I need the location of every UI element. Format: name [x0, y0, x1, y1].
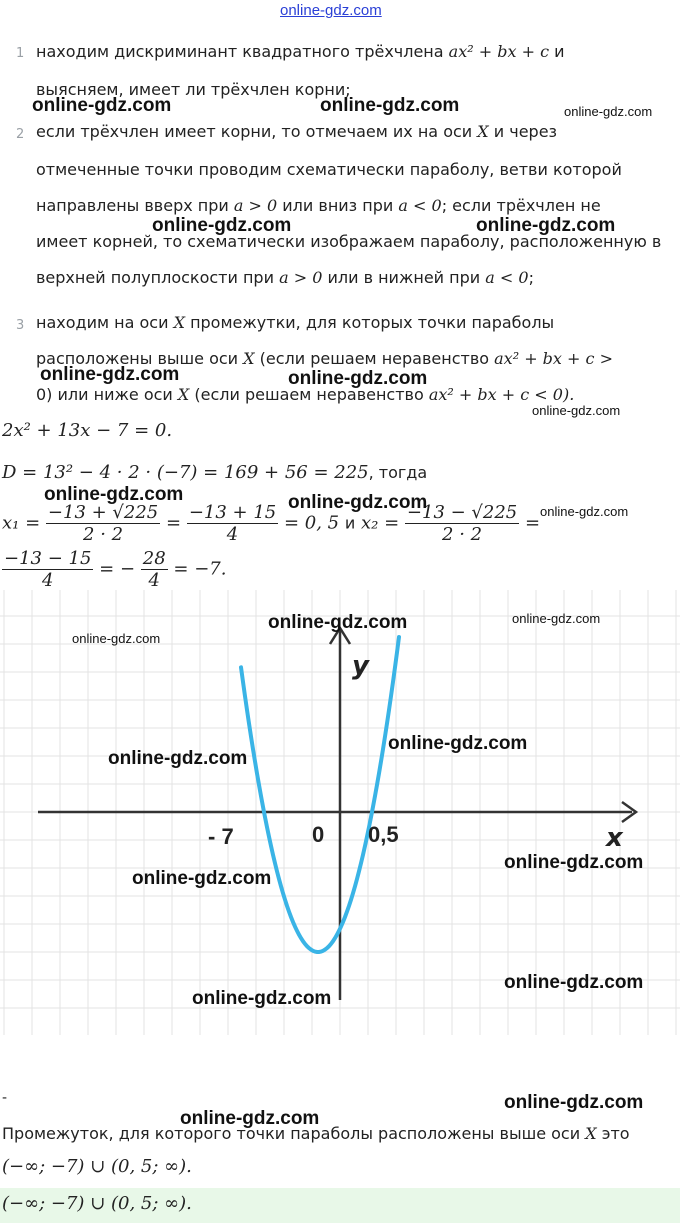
x2-fraction-2	[2, 548, 93, 591]
step-1-math: ax² + bx + c	[448, 42, 550, 61]
step-2-up-text: направлены вверх при	[36, 196, 229, 215]
watermark: online-gdz.com	[476, 215, 616, 236]
watermark: online-gdz.com	[108, 748, 248, 769]
step-2-line-3	[36, 196, 601, 215]
watermark: online-gdz.com	[32, 95, 172, 116]
roots-line-2: $\frac{-13 - 15}{4}$ = − $\frac{28}{4}$ = −7.	[4, 548, 227, 591]
watermark: online-gdz.com	[44, 484, 184, 505]
equation: 2x² + 13x − 7 = 0.	[2, 420, 173, 441]
axis-x-var-2: X	[173, 313, 185, 332]
step-3-number: 3	[16, 318, 25, 333]
cond-a-positive-2: a > 0	[279, 268, 323, 287]
watermark: online-gdz.com	[40, 364, 180, 385]
root-left-label: - 7	[208, 824, 234, 849]
interval: (−∞; −7) ∪ (0, 5; ∞).	[2, 1156, 192, 1177]
step-2-number: 2	[16, 127, 25, 142]
parabola-graph	[0, 590, 680, 1035]
axis-x-var-3: X	[243, 349, 255, 368]
and-word: и	[344, 513, 356, 533]
x2-den: 2 · 2	[442, 524, 483, 545]
x2-value: = −7.	[173, 558, 227, 580]
origin-label: 0	[312, 822, 325, 847]
step-2-lower-text: или в нижней при	[327, 268, 481, 287]
parabola-curve	[241, 637, 399, 952]
x-axis-label: x	[606, 823, 623, 853]
step-2-line-1	[36, 122, 557, 141]
cond-a-positive: a > 0	[233, 196, 278, 215]
watermark: online-gdz.com	[504, 852, 644, 873]
discriminant-line	[2, 462, 427, 483]
site-link[interactable]: online-gdz.com	[280, 2, 382, 19]
step-2-no-roots-text: ; если трёхчлен не	[441, 196, 601, 215]
watermark: online-gdz.com	[540, 504, 629, 519]
x1-den-2: 4	[226, 524, 239, 545]
watermark: online-gdz.com	[512, 611, 601, 626]
watermark: online-gdz.com	[564, 104, 653, 119]
x1-label: x₁ =	[2, 512, 41, 534]
step-3-ineq-gt: ax² + bx + c >	[494, 349, 613, 368]
conclusion-text: Промежуток, для которого точки параболы расположены выше оси	[2, 1124, 581, 1143]
y-axis-label: y	[352, 651, 369, 681]
step-2-line-2: отмеченные точки проводим схематически параболу, ветви которой	[36, 160, 622, 179]
axis-x-var-5: X	[585, 1124, 597, 1143]
watermark: online-gdz.com	[132, 868, 272, 889]
x2-num-2: −13 − 15	[4, 548, 92, 569]
conclusion-dash: -	[2, 1090, 8, 1106]
x2-den-2: 4	[41, 570, 54, 591]
step-3-above-text: расположены выше оси	[36, 349, 239, 368]
x1-num-2: −13 + 15	[188, 502, 277, 523]
step-1-number: 1	[16, 46, 25, 61]
watermark: online-gdz.com	[152, 215, 292, 236]
step-2-line-4: имеет корней, то схематически изображаем параболу, расположенную в	[36, 232, 662, 251]
step-3-ineq-lt: ax² + bx + c < 0).	[428, 385, 575, 404]
step-1-line-2: выясняем, имеет ли трёхчлен корни;	[36, 80, 351, 99]
step-3-line-1	[36, 313, 554, 332]
watermark: online-gdz.com	[288, 368, 428, 389]
watermark: online-gdz.com	[504, 972, 644, 993]
step-3-text-tail: промежутки, для которых точки параболы	[190, 313, 555, 332]
x1-value: = 0, 5	[283, 512, 340, 534]
step-3-text: находим на оси	[36, 313, 169, 332]
step-2-text: если трёхчлен имеет корни, то отмечаем их на оси	[36, 122, 473, 141]
watermark: online-gdz.com	[320, 95, 460, 116]
step-1-tail: и	[554, 42, 565, 61]
step-1-line-1	[36, 42, 565, 61]
x2-den-3: 4	[148, 570, 160, 591]
answer: (−∞; −7) ∪ (0, 5; ∞).	[2, 1193, 192, 1214]
watermark: online-gdz.com	[288, 492, 428, 513]
cond-a-negative-2: a < 0	[485, 268, 529, 287]
step-2-line-5	[36, 268, 534, 287]
watermark: online-gdz.com	[192, 988, 332, 1009]
x2-label: x₂ =	[361, 512, 400, 534]
conclusion-tail: это	[601, 1124, 630, 1143]
step-3-if-text-2: (если решаем неравенство	[194, 385, 424, 404]
watermark: online-gdz.com	[532, 403, 621, 418]
x2-fraction-3	[141, 548, 168, 591]
step-2-tail: и через	[493, 122, 558, 141]
watermark: online-gdz.com	[504, 1092, 644, 1113]
watermark: online-gdz.com	[268, 612, 408, 633]
discriminant: D = 13² − 4 · 2 · (−7) = 169 + 56 = 225	[2, 462, 369, 483]
step-1-text: находим дискриминант квадратного трёхчлена	[36, 42, 444, 61]
step-2-upper-text: верхней полуплоскости при	[36, 268, 274, 287]
x1-num: −13 + √225	[47, 502, 159, 523]
x1-den: 2 · 2	[83, 524, 124, 545]
watermark: online-gdz.com	[180, 1108, 320, 1129]
step-2-semicolon: ;	[528, 268, 534, 287]
x1-fraction-2	[187, 502, 278, 545]
watermark: online-gdz.com	[72, 631, 161, 646]
x2-num: −13 − √225	[406, 502, 518, 523]
roots-line-1: x₁ = $\frac{-13 + √225}{2 \cdot 2}$ = $\frac{-13 + 15}{4}$ = 0, 5 и x₂ = $\frac{-13 - √225}{2 \cdot 2}$ =	[2, 502, 541, 545]
root-right-label: 0,5	[368, 822, 399, 847]
step-3-below-text: 0) или ниже оси	[36, 385, 173, 404]
x1-fraction-1	[46, 502, 160, 545]
watermark: online-gdz.com	[388, 733, 528, 754]
then-word: , тогда	[368, 463, 428, 482]
step-2-down-text: или вниз при	[282, 196, 394, 215]
x2-num-3: 28	[142, 548, 166, 569]
axis-x-var: X	[477, 122, 489, 141]
step-3-if-text: (если решаем неравенство	[259, 349, 490, 368]
axis-x-var-4: X	[177, 385, 190, 404]
cond-a-negative: a < 0	[398, 196, 442, 215]
